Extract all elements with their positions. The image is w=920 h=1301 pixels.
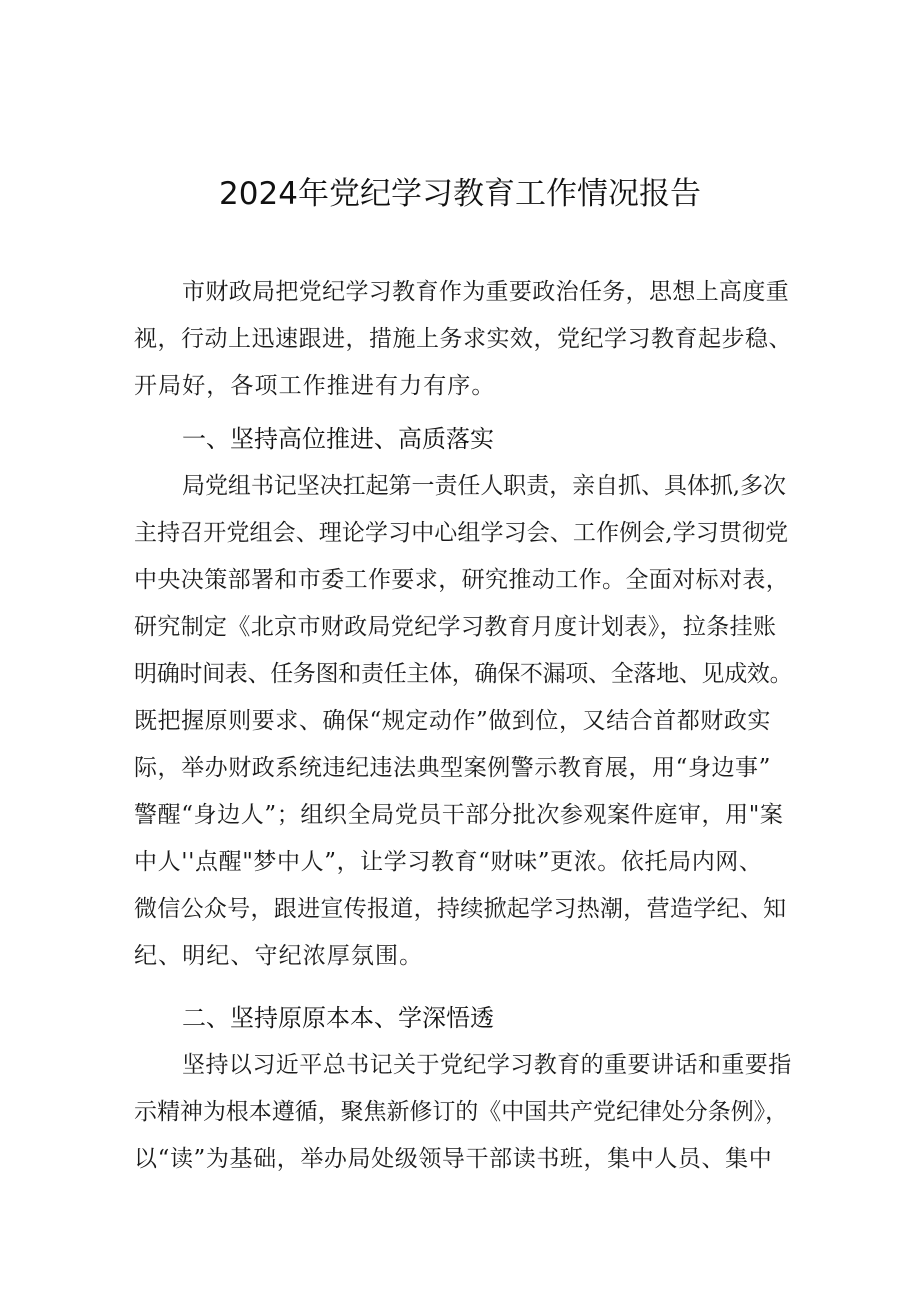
section-1-line-5: 明确时间表、任务图和责任主体，确保不漏项、全落地、见成效。: [134, 661, 793, 687]
section-1-line-6: 既把握原则要求、确保“规定动作”做到位，又结合首都财政实: [134, 708, 771, 734]
section-1-line-11: 纪、明纪、守纪浓厚氛围。: [134, 943, 424, 969]
section-2-heading: 二、坚持原原本本、学深悟透: [182, 1004, 494, 1032]
section-1-line-3: 中央决策部署和市委工作要求，研究推动工作。全面对标对表，: [134, 567, 790, 593]
intro-line-3: 开局好，各项工作推进有力有序。: [134, 373, 496, 399]
section-1-line-8: 警醒“身边人”；组织全局党员干部分批次参观案件庭审，用"案: [134, 802, 784, 828]
intro-line-2: 视，行动上迅速跟进，措施上务求实效，党纪学习教育起步稳、: [134, 326, 792, 352]
section-1-line-2: 主持召开党组会、理论学习中心组学习会、工作例会,学习贯彻党: [134, 520, 789, 546]
section-1-heading: 一、坚持高位推进、高质落实: [182, 425, 494, 453]
intro-line-1: 市财政局把党纪学习教育作为重要政治任务，思想上高度重: [182, 279, 790, 305]
section-2-line-3: 以“读”为基础，举办局处级领导干部读书班，集中人员、集中: [134, 1146, 773, 1172]
section-1-line-1: 局党组书记坚决扛起第一责任人职责，亲自抓、具体抓,多次: [182, 473, 786, 499]
document-title: 2024年党纪学习教育工作情况报告: [219, 176, 701, 212]
section-1-line-7: 际，举办财政系统违纪违法典型案例警示教育展，用“身边事”: [134, 755, 771, 781]
section-1-line-4: 研究制定《北京市财政局党纪学习教育月度计划表》，拉条挂账: [134, 614, 777, 640]
section-2-line-2: 示精神为根本遵循，聚焦新修订的《中国共产党纪律处分条例》，: [134, 1099, 789, 1125]
section-1-line-9: 中人''点醒"梦中人”，让学习教育“财味”更浓。依托局内网、: [134, 849, 763, 875]
section-1-line-10: 微信公众号，跟进宣传报道，持续掀起学习热潮，营造学纪、知: [134, 896, 787, 922]
section-2-line-1: 坚持以习近平总书记关于党纪学习教育的重要讲话和重要指: [182, 1052, 792, 1078]
